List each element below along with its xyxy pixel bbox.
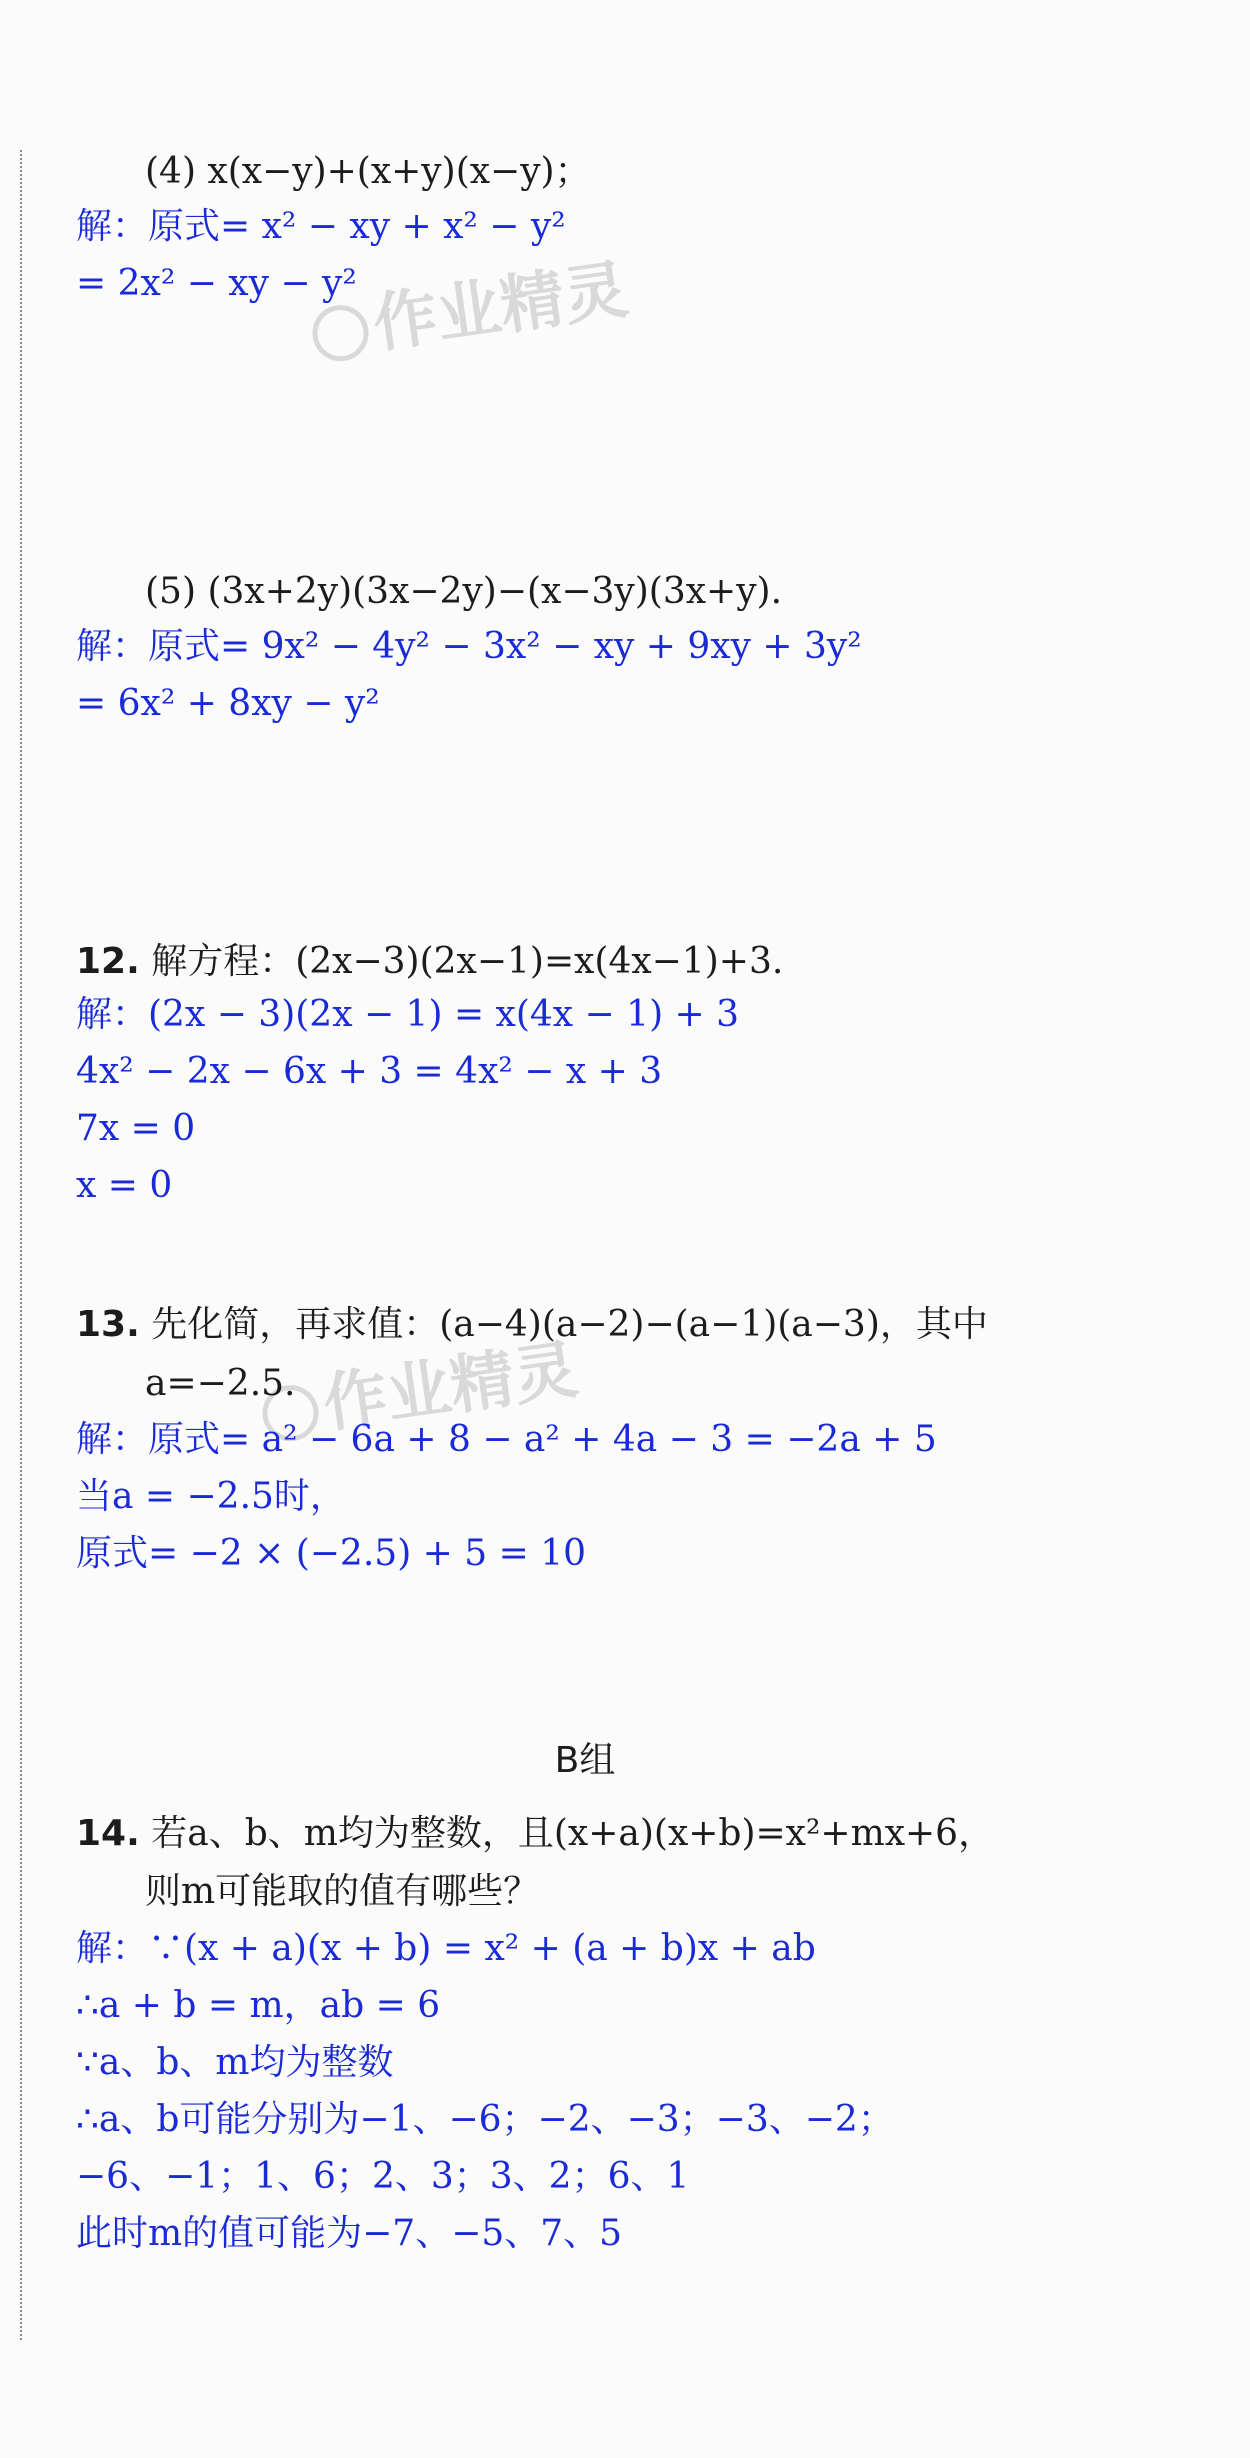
question-14-answer-line-4: ∴a、b可能分别为−1、−6；−2、−3；−3、−2； (76, 2099, 894, 2140)
question-12-answer-line-4: x = 0 (76, 1165, 173, 1206)
question-13-text: 先化简，再求值：(a−4)(a−2)−(a−1)(a−3)，其中 (151, 1304, 988, 1345)
question-13-text-line-2: a=−2.5. (145, 1363, 296, 1404)
question-13-answer-line-3: 原式= −2 × (−2.5) + 5 = 10 (76, 1533, 587, 1574)
question-12-answer-line-2: 4x² − 2x − 6x + 3 = 4x² − x + 3 (76, 1051, 663, 1092)
question-14-text-line-2: 则m可能取的值有哪些？ (145, 1871, 540, 1912)
question-13-number: 13. (76, 1304, 140, 1345)
question-12-number: 12. (76, 941, 140, 982)
question-14-answer-line-5: −6、−1；1、6；2、3；3、2；6、1 (76, 2156, 690, 2197)
question-14-number: 14. (76, 1813, 140, 1854)
question-14-answer-line-2: ∴a + b = m，ab = 6 (76, 1985, 441, 2026)
problem-5-answer-line-1: 解：原式= 9x² − 4y² − 3x² − xy + 9xy + 3y² (76, 626, 862, 667)
watermark-text: 作业精灵 (368, 253, 633, 363)
question-14-answer-line-3: ∵a、b、m均为整数 (76, 2042, 394, 2083)
question-12-answer-line-3: 7x = 0 (76, 1108, 196, 1149)
question-13-answer-line-1: 解：原式= a² − 6a + 8 − a² + 4a − 3 = −2a + 5 (76, 1419, 937, 1460)
question-14-text: 若a、b、m均为整数，且(x+a)(x+b)=x²+mx+6， (151, 1813, 995, 1854)
problem-5-answer-line-2: = 6x² + 8xy − y² (76, 683, 380, 724)
problem-4-answer-line-2: = 2x² − xy − y² (76, 263, 357, 304)
question-12 (76, 940, 783, 984)
watermark-logo-icon (309, 302, 372, 365)
question-12-answer-line-1: 解：(2x − 3)(2x − 1) = x(4x − 1) + 3 (76, 994, 740, 1035)
question-12-text: 解方程：(2x−3)(2x−1)=x(4x−1)+3. (151, 941, 784, 982)
question-13-answer-line-2: 当a = −2.5时， (76, 1476, 346, 1517)
question-14 (76, 1812, 994, 1856)
watermark-text: 作业精灵 (318, 1333, 583, 1443)
watermark (305, 238, 633, 373)
problem-4-question: (4) x(x−y)+(x+y)(x−y)； (145, 151, 591, 192)
problem-5-question: (5) (3x+2y)(3x−2y)−(x−3y)(3x+y). (145, 571, 783, 612)
question-14-answer-line-1: 解：∵(x + a)(x + b) = x² + (a + b)x + ab (76, 1928, 816, 1969)
question-14-answer-line-6: 此时m的值可能为−7、−5、7、5 (76, 2213, 623, 2254)
group-b-heading: B组 (554, 1740, 616, 1781)
margin-dotted-line (20, 150, 22, 2340)
problem-4-answer-line-1: 解：原式= x² − xy + x² − y² (76, 206, 566, 247)
